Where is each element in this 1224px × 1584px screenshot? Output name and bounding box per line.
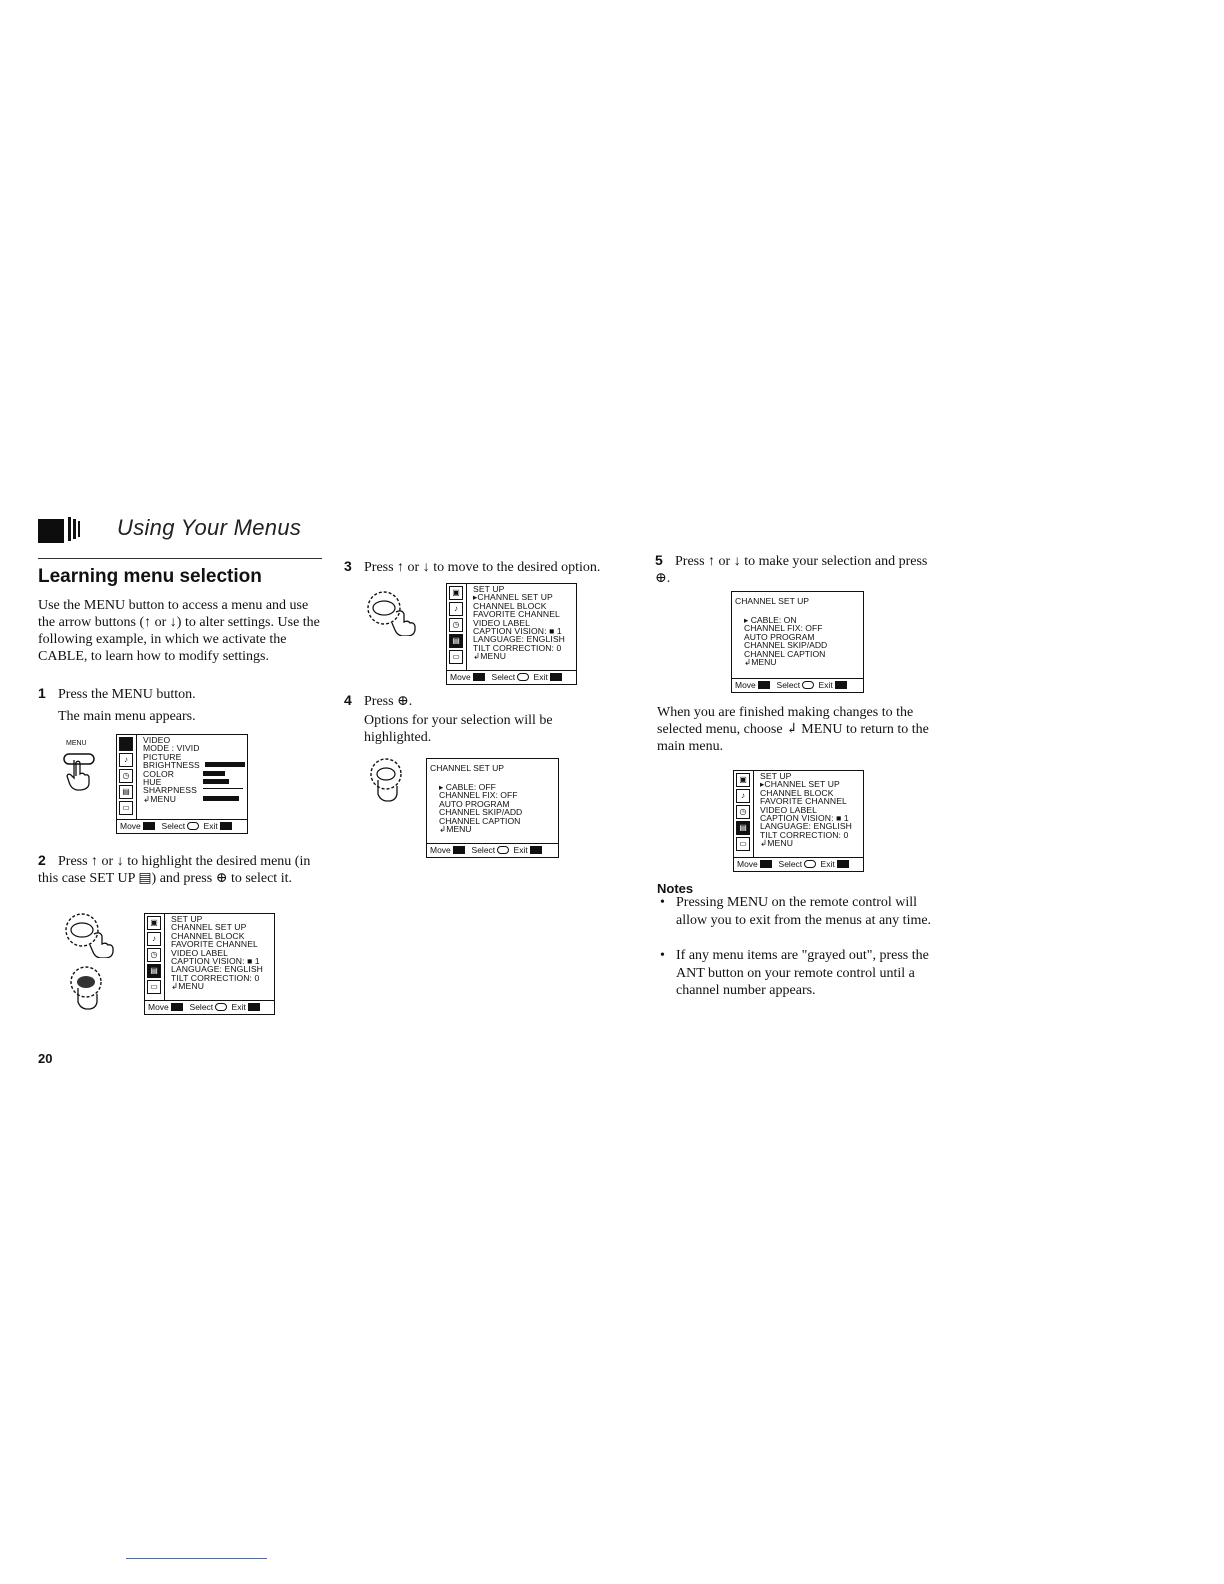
- step-number: 2: [38, 852, 46, 868]
- step-number: 4: [344, 692, 352, 708]
- header-block-icon: [38, 519, 64, 543]
- step-number: 5: [655, 552, 663, 568]
- step-2: [38, 852, 328, 887]
- step-4-sub: Options for your selection will be highlighted.: [364, 713, 553, 745]
- timer-icon: ◷: [119, 769, 133, 783]
- timer-icon: ◷: [147, 948, 161, 962]
- page-header-title: Using Your Menus: [117, 515, 302, 540]
- notes-title: Notes: [657, 881, 694, 896]
- footnote-rule: [126, 1558, 267, 1559]
- step-5-text: Press ↑ or ↓ to make your selection and press ⊕.: [655, 554, 928, 586]
- screen-icon: ▭: [147, 980, 161, 994]
- channel-options: ▸ CABLE: OFF CHANNEL FIX: OFF AUTO PROGRAM CHANNEL SKIP/ADD CHANNEL CAPTION ↲MENU: [439, 782, 523, 835]
- note-item: • Pressing MENU on the remote control will allow you to exit from the menus at any time.: [676, 894, 951, 929]
- menu-footer: Move Select Exit: [732, 678, 863, 692]
- setup-icon: ▤: [119, 785, 133, 799]
- video-menu-lines: VIDEO MODE : VIVID PICTURE BRIGHTNESS COLOR HUE SHARPNESS ↲MENU: [143, 735, 200, 804]
- remote-arrow-icon: [366, 758, 406, 804]
- audio-icon: ♪: [147, 932, 161, 946]
- timer-icon: ◷: [449, 618, 463, 632]
- channel-options: ▸ CABLE: ON CHANNEL FIX: OFF AUTO PROGRAM CHANNEL SKIP/ADD CHANNEL CAPTION ↲MENU: [744, 615, 828, 668]
- timer-icon: ◷: [736, 805, 750, 819]
- remote-select-icon: [62, 912, 124, 958]
- video-icon: ▣: [147, 916, 161, 930]
- step-4: [344, 692, 644, 710]
- picture-level-bar: [205, 762, 245, 767]
- menu-footer: Move Select Exit: [427, 843, 558, 857]
- menu-footer: Move Select Exit: [117, 819, 247, 833]
- screen-icon: ▭: [449, 650, 463, 664]
- step-2-text: Press ↑ or ↓ to highlight the desired menu (in this case SET UP ▤) and press ⊕ to select it.: [38, 854, 311, 886]
- channel-setup-title: CHANNEL SET UP: [430, 763, 505, 773]
- setup-icon: ▤: [736, 821, 750, 835]
- menu-sidebar: [117, 735, 137, 819]
- remote-arrow-icon: [66, 966, 106, 1012]
- intro-paragraph: Use the MENU button to access a menu and use the arrow buttons (↑ or ↓) to alter settings. Use the following example, in which we activate the CABLE, to learn how to modify settings.: [38, 598, 320, 664]
- channel-setup-title: CHANNEL SET UP: [735, 596, 810, 606]
- setup-menu-lines: SET UP CHANNEL SET UP CHANNEL BLOCK FAVORITE CHANNEL VIDEO LABEL CAPTION VISION: ■ 1 LANGUAGE: ENGLISH TILT CORRECTION: 0 ↲MENU: [171, 914, 263, 992]
- step-5: [655, 552, 945, 587]
- remote-select-icon: [364, 590, 426, 636]
- step-3-text: Press ↑ or ↓ to move to the desired option.: [364, 560, 601, 575]
- video-icon: ▣: [736, 773, 750, 787]
- setup-icon: ▤: [147, 964, 161, 978]
- header-rule: [38, 558, 322, 559]
- menu-footer: Move Select Exit: [145, 1000, 274, 1014]
- step-4-text: Press ⊕.: [364, 694, 413, 709]
- step-number: 1: [38, 685, 46, 701]
- brightness-level-bar: [203, 771, 225, 776]
- step-number: 3: [344, 558, 352, 574]
- channel-setup-on-screen: [731, 591, 864, 693]
- header-bars-icon: [68, 517, 84, 541]
- audio-icon: ♪: [736, 789, 750, 803]
- channel-setup-screen: [426, 758, 559, 858]
- menu-footer: Move Select Exit: [447, 670, 576, 684]
- setup-menu-final-screen: [733, 770, 864, 872]
- step-1-text: Press the MENU button.: [58, 687, 196, 702]
- note-item: • If any menu items are "grayed out", press the ANT button on your remote control until a channel number appears.: [676, 947, 951, 1000]
- setup-menu-lines: SET UP ▸CHANNEL SET UP CHANNEL BLOCK FAVORITE CHANNEL VIDEO LABEL CAPTION VISION: ■ 1 LANGUAGE: ENGLISH TILT CORRECTION: 0 ↲MENU: [473, 584, 565, 662]
- video-menu-screen: [116, 734, 248, 834]
- menu-sidebar: [145, 914, 165, 1000]
- setup-menu-selected-screen: [446, 583, 577, 685]
- sharpness-level-bar: [203, 796, 239, 801]
- video-icon: ▣: [449, 586, 463, 600]
- video-icon: [119, 737, 133, 751]
- section-title: Learning menu selection: [38, 566, 262, 587]
- menu-sidebar: [447, 584, 467, 670]
- color-level-bar: [203, 779, 229, 784]
- return-paragraph: When you are finished making changes to the selected menu, choose ↲ MENU to return to the main menu.: [657, 705, 929, 754]
- hue-level-bar: [203, 788, 243, 789]
- step-1-sub: The main menu appears.: [58, 709, 196, 724]
- menu-footer: Move Select Exit: [734, 857, 863, 871]
- setup-menu-lines: SET UP ▸CHANNEL SET UP CHANNEL BLOCK FAVORITE CHANNEL VIDEO LABEL CAPTION VISION: ■ 1 LANGUAGE: ENGLISH TILT CORRECTION: 0 ↲MENU: [760, 771, 852, 849]
- step-1: [38, 685, 324, 703]
- audio-icon: ♪: [119, 753, 133, 767]
- audio-icon: ♪: [449, 602, 463, 616]
- setup-icon: ▤: [449, 634, 463, 648]
- menu-button-label: MENU: [66, 740, 87, 747]
- step-3: [344, 558, 644, 576]
- menu-sidebar: [734, 771, 754, 857]
- setup-menu-screen: [144, 913, 275, 1015]
- screen-icon: ▭: [736, 837, 750, 851]
- screen-icon: ▭: [119, 801, 133, 815]
- page-number: 20: [38, 1051, 53, 1066]
- hand-press-icon: [62, 750, 102, 792]
